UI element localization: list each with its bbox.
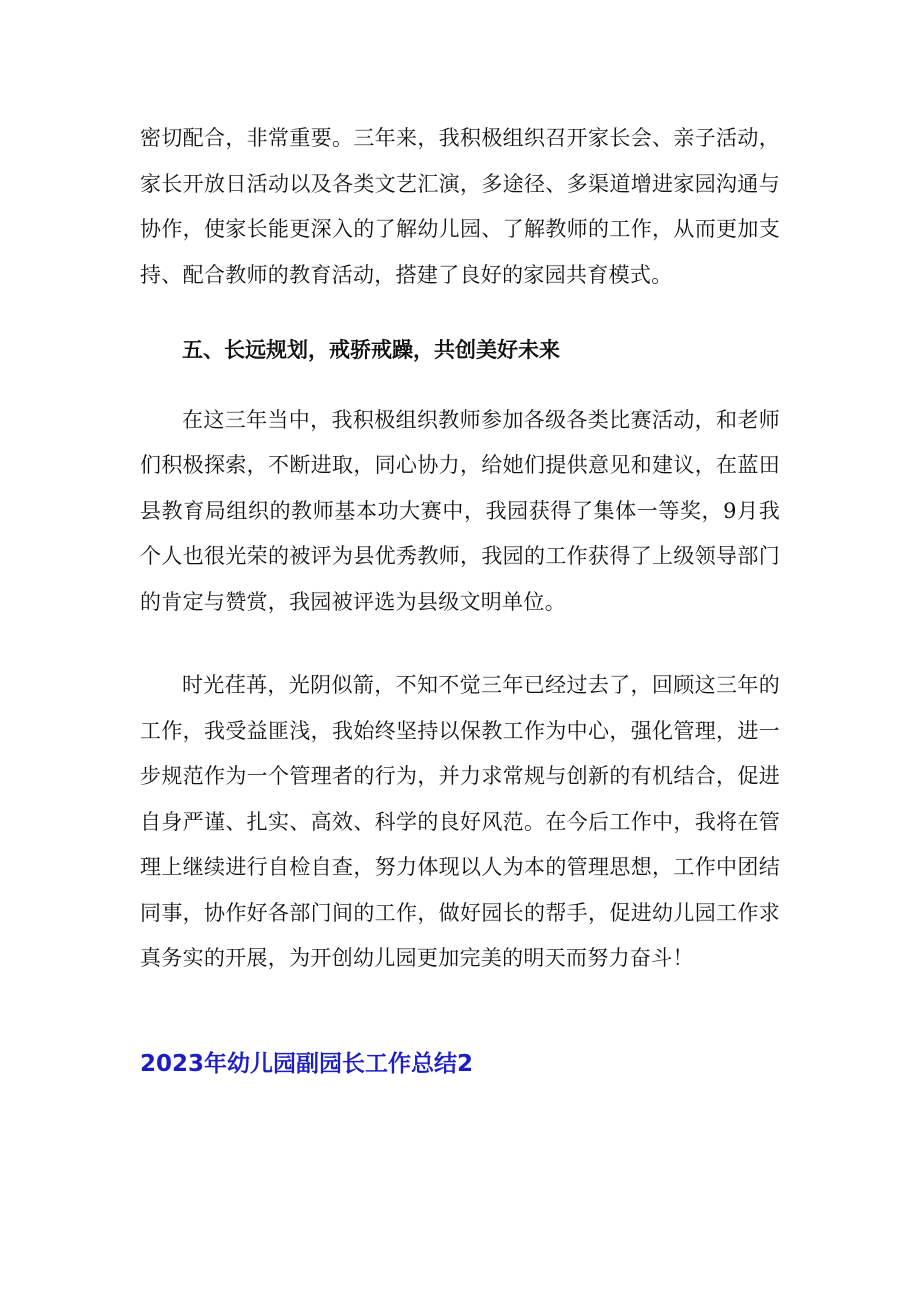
spacer [140,625,780,663]
next-document-title: 2023年幼儿园副园长工作总结2 [140,1050,474,1077]
spacer [140,298,780,328]
spacer [140,374,780,398]
paragraph-family-cooperation: 密切配合，非常重要。三年来，我积极组织召开家长会、亲子活动，家长开放日活动以及各类文艺汇演，多途径、多渠道增进家园沟通与协作，使家长能更深入的了解幼儿园、了解教师的工作，从而更加支持、配合教师的教育活动，搭建了良好的家园共育模式。 [140,126,780,287]
section-heading-five: 五、长远规划，戒骄戒躁，共创美好未来 [182,338,560,362]
paragraph-conclusion: 时光荏苒，光阴似箭，不知不觉三年已经过去了，回顾这三年的工作，我受益匪浅，我始终坚持以保教工作为中心，强化管理，进一步规范作为一个管理者的行为，并力求常规与创新的有机结合，促进自身严谨、扎实、高效、科学的良好风范。在今后工作中，我将在管理上继续进行自检自查，努力体现以人为本的管理思想，工作中团结同事，协作好各部门间的工作，做好园长的帮手，促进幼儿园工作求真务实的开展，为开创幼儿园更加完美的明天而努力奋斗！ [140,673,780,970]
spacer [140,982,780,1044]
document-body [140,116,780,1084]
paragraph-competitions: 在这三年当中，我积极组织教师参加各级各类比赛活动，和老师们积极探索，不断进取，同心协力，给她们提供意见和建议，在蓝田县教育局组织的教师基本功大赛中，我园获得了集体一等奖，9月我个人也很光荣的被评为县优秀教师，我园的工作获得了上级领导部门的肯定与赞赏，我园被评选为县级文明单位。 [140,407,780,614]
